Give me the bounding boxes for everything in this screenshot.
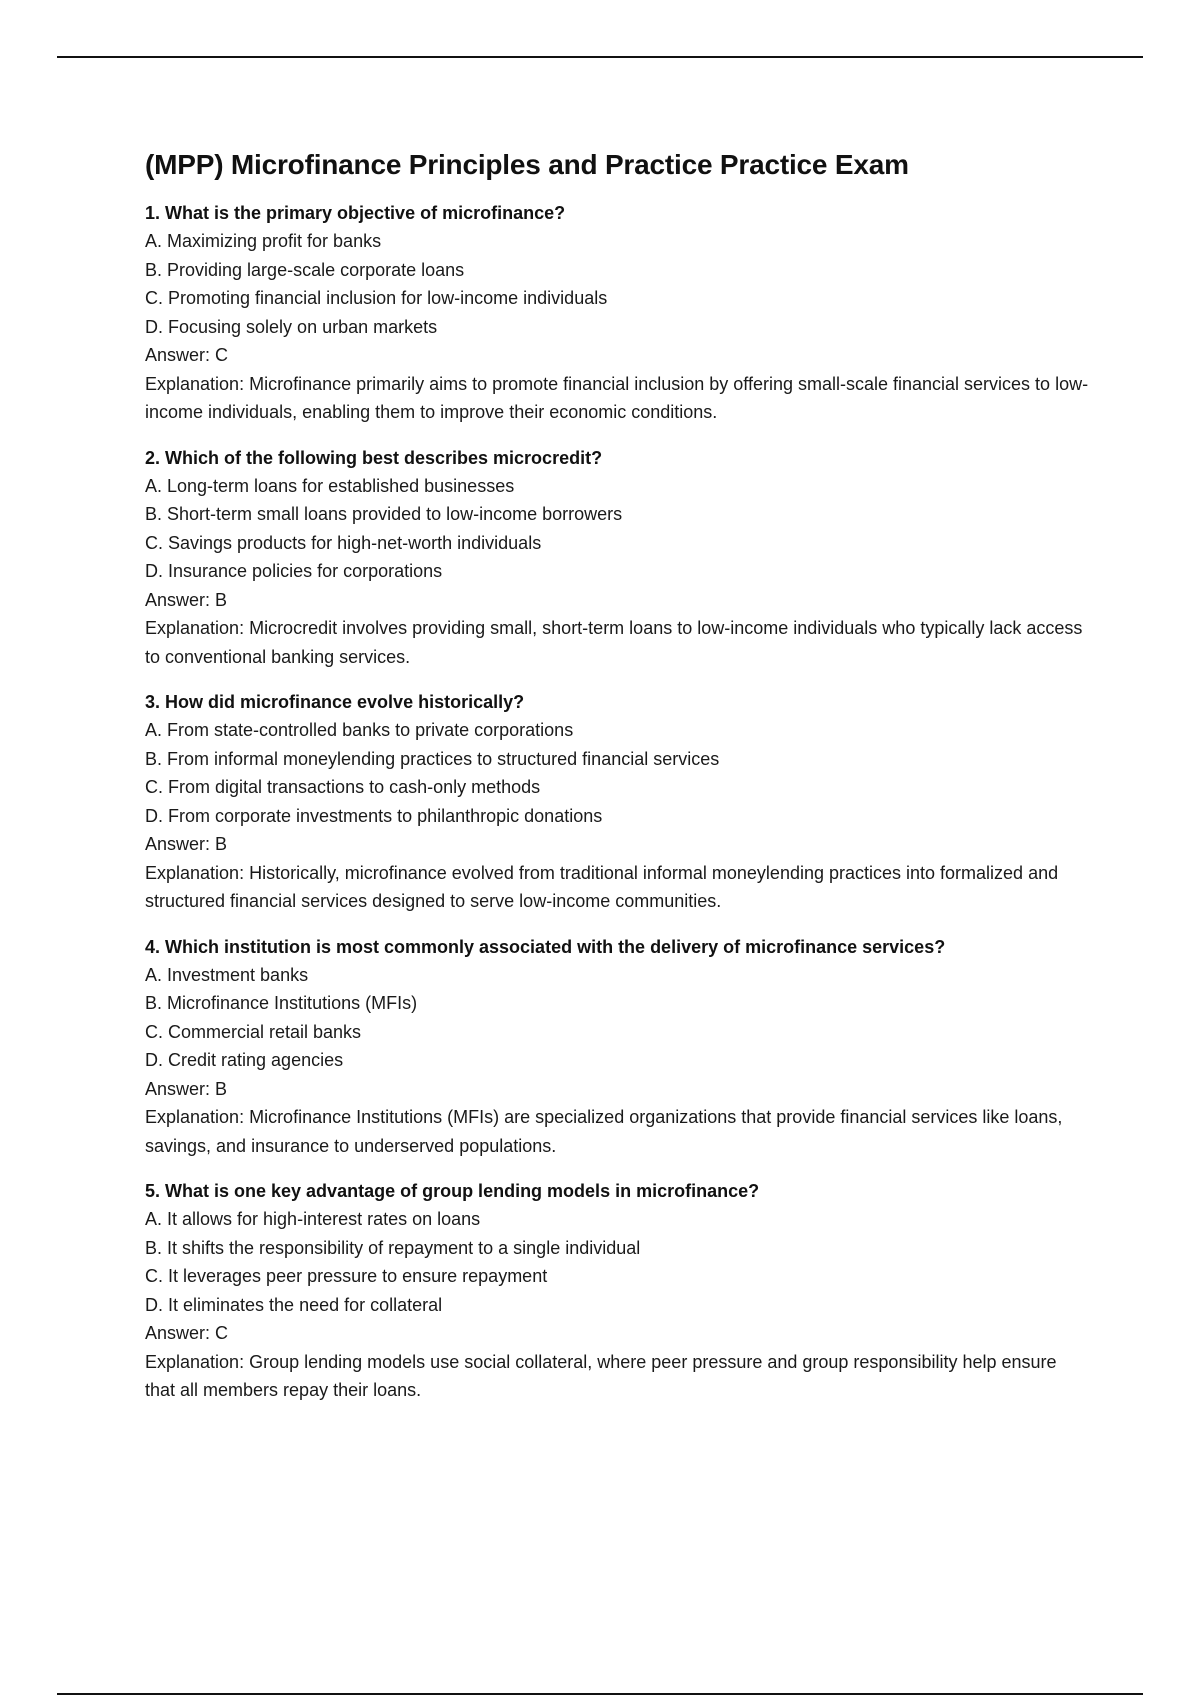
- option-b: B. From informal moneylending practices to structured financial services: [145, 748, 720, 769]
- option-d: D. Focusing solely on urban markets: [145, 316, 438, 337]
- answer-text: Answer: C: [145, 345, 229, 365]
- explanation-text: Explanation: Microfinance primarily aims to promote financial inclusion by offering small-scale financial services to low-income individuals, enabling them to improve their economic conditions.: [145, 373, 1089, 422]
- header-rule: [57, 56, 1143, 58]
- option-b: B. It shifts the responsibility of repayment to a single individual: [145, 1237, 641, 1258]
- option-c: C. Savings products for high-net-worth individuals: [145, 532, 542, 553]
- question-block-1: [145, 199, 1090, 427]
- option-a: A. From state-controlled banks to private corporations: [145, 720, 574, 740]
- answer-text: Answer: B: [145, 834, 228, 854]
- option-c: C. It leverages peer pressure to ensure repayment: [145, 1266, 548, 1286]
- question-block-5: [145, 1177, 1090, 1405]
- option-b: B. Short-term small loans provided to low-income borrowers: [145, 504, 623, 524]
- answer-text: Answer: B: [145, 589, 228, 610]
- option-d: D. Insurance policies for corporations: [145, 561, 443, 581]
- question-text: 2. Which of the following best describes microcredit?: [145, 447, 603, 468]
- answer-text: Answer: C: [145, 1323, 229, 1343]
- option-b: B. Providing large-scale corporate loans: [145, 259, 465, 280]
- option-c: C. Commercial retail banks: [145, 1021, 362, 1042]
- explanation-text: Explanation: Historically, microfinance evolved from traditional informal moneylending practices into formalized and structured financial services designed to serve low-income communities.: [145, 862, 1059, 911]
- document-body: [145, 148, 1090, 1422]
- option-a: A. Investment banks: [145, 964, 309, 985]
- option-c: C. From digital transactions to cash-only methods: [145, 777, 541, 797]
- option-a: A. It allows for high-interest rates on loans: [145, 1209, 481, 1229]
- question-text: 5. What is one key advantage of group lending models in microfinance?: [145, 1181, 760, 1201]
- option-d: D. From corporate investments to philanthropic donations: [145, 805, 603, 826]
- option-a: A. Maximizing profit for banks: [145, 231, 382, 251]
- explanation-text: Explanation: Group lending models use social collateral, where peer pressure and group responsibility help ensure that all members repay their loans.: [145, 1351, 1057, 1400]
- option-b: B. Microfinance Institutions (MFIs): [145, 993, 418, 1013]
- question-block-2: [145, 444, 1090, 672]
- explanation-text: Explanation: Microfinance Institutions (MFIs) are specialized organizations that provide financial services like loans, savings, and insurance to underserved populations.: [145, 1107, 1063, 1156]
- explanation-text: Explanation: Microcredit involves providing small, short-term loans to low-income individuals who typically lack access to conventional banking services.: [145, 618, 1083, 667]
- footer-rule: [57, 1693, 1143, 1695]
- option-d: D. Credit rating agencies: [145, 1050, 344, 1070]
- option-c: C. Promoting financial inclusion for low-income individuals: [145, 288, 608, 308]
- question-text: 4. Which institution is most commonly associated with the delivery of microfinance services?: [145, 936, 946, 957]
- option-a: A. Long-term loans for established businesses: [145, 475, 515, 496]
- question-text: 3. How did microfinance evolve historically?: [145, 692, 525, 712]
- answer-text: Answer: B: [145, 1078, 228, 1099]
- question-block-3: [145, 688, 1090, 916]
- question-text: 1. What is the primary objective of microfinance?: [145, 203, 566, 223]
- option-d: D. It eliminates the need for collateral: [145, 1294, 443, 1315]
- question-block-4: [145, 933, 1090, 1161]
- page-title: (MPP) Microfinance Principles and Practice Practice Exam: [145, 149, 909, 180]
